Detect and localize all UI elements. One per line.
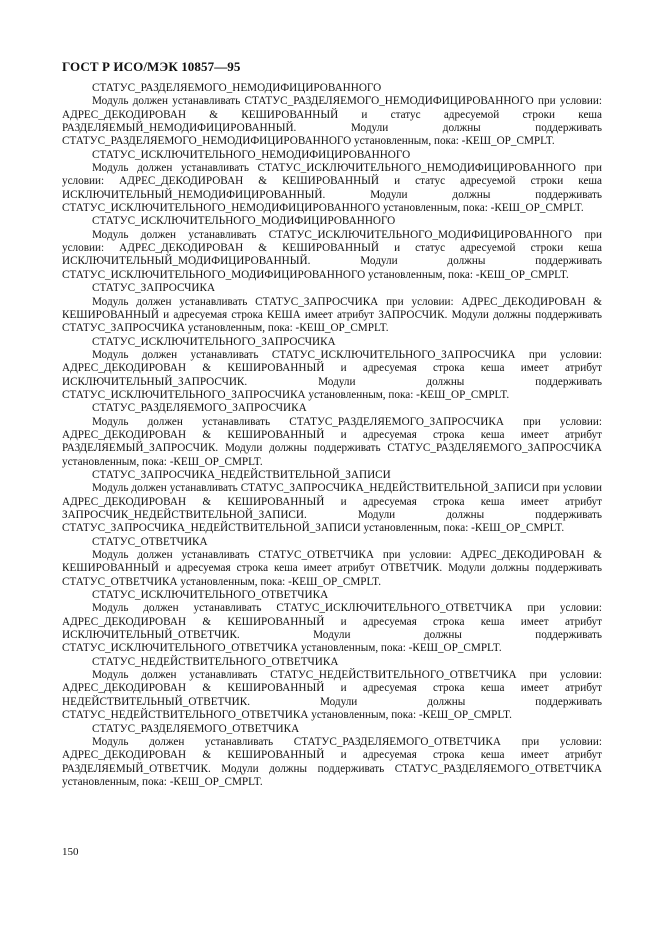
section xyxy=(62,656,602,723)
section xyxy=(62,282,602,335)
section xyxy=(62,536,602,589)
section xyxy=(62,723,602,790)
section-title: СТАТУС_ИСКЛЮЧИТЕЛЬНОГО_ОТВЕТЧИКА xyxy=(92,589,329,602)
section-text: Модуль должен устанавливать СТАТУС_ИСКЛЮЧИТЕЛЬНОГО_НЕМОДИФИЦИРОВАННОГО при условии: АДРЕС_ДЕКОДИРОВАН & КЕШИРОВАННЫЙ и статус адресуемой строки кеша ИСКЛЮЧИТЕЛЬНЫЙ_НЕМОДИФИЦИРОВАННЫЙ. Модули должны поддерживать СТАТУС_ИСКЛЮЧИТЕЛЬНОГО_НЕМОДИФИЦИРОВАННОГО установленным, пока: -КЕШ_OP_CMPLT. xyxy=(62,162,602,215)
document-body xyxy=(62,82,602,789)
page-number: 150 xyxy=(62,846,79,858)
section-text: Модуль должен устанавливать СТАТУС_ИСКЛЮЧИТЕЛЬНОГО_ЗАПРОСЧИКА при условии: АДРЕС_ДЕКОДИРОВАН & КЕШИРОВАННЫЙ и адресуемая строка кеша имеет атрибут ИСКЛЮЧИТЕЛЬНЫЙ_ЗАПРОСЧИК. Модули должны поддерживать СТАТУС_ИСКЛЮЧИТЕЛЬНОГО_ЗАПРОСЧИКА установленным, пока: -КЕШ_OP_CMPLT. xyxy=(62,348,602,401)
section-text: Модуль должен устанавливать СТАТУС_ОТВЕТЧИКА при условии: АДРЕС_ДЕКОДИРОВАН & КЕШИРОВАННЫЙ и адресуемая строка кеша имеет атрибут ОТВЕТЧИК. Модули должны поддерживать СТАТУС_ОТВЕТЧИКА установленным, пока: -КЕШ_OP_CMPLT. xyxy=(62,549,602,588)
section-text: Модуль должен устанавливать СТАТУС_РАЗДЕЛЯЕМОГО_ОТВЕТЧИКА при условии: АДРЕС_ДЕКОДИРОВАН & КЕШИРОВАННЫЙ и адресуемая строка кеша имеет атрибут РАЗДЕЛЯЕМЫЙ_ОТВЕТЧИК. Модули должны поддерживать СТАТУС_РАЗДЕЛЯЕМОГО_ОТВЕТЧИКА установленным, пока: -КЕШ_OP_CMPLT. xyxy=(62,735,602,788)
section-text: Модуль должен устанавливать СТАТУС_ЗАПРОСЧИКА_НЕДЕЙСТВИТЕЛЬНОЙ_ЗАПИСИ при условии АДРЕС_ДЕКОДИРОВАН & КЕШИРОВАННЫЙ и адресуемая строка кеша имеет атрибут ЗАПРОСЧИК_НЕДЕЙСТВИТЕЛЬНОЙ_ЗАПИСИ. Модули должны поддерживать СТАТУС_ЗАПРОСЧИКА_НЕДЕЙСТВИТЕЛЬНОЙ_ЗАПИСИ установленным, пока: -КЕШ_OP_CMPLT. xyxy=(62,482,602,535)
section xyxy=(62,336,602,403)
section-title: СТАТУС_ЗАПРОСЧИКА xyxy=(92,282,216,295)
section-title: СТАТУС_ИСКЛЮЧИТЕЛЬНОГО_НЕМОДИФИЦИРОВАННОГО xyxy=(92,148,411,161)
section-title: СТАТУС_НЕДЕЙСТВИТЕЛЬНОГО_ОТВЕТЧИКА xyxy=(92,655,339,668)
section-title: СТАТУС_РАЗДЕЛЯЕМОГО_НЕМОДИФИЦИРОВАННОГО xyxy=(92,82,382,94)
section-text: Модуль должен устанавливать СТАТУС_ИСКЛЮЧИТЕЛЬНОГО_МОДИФИЦИРОВАННОГО при условии: АДРЕС_ДЕКОДИРОВАН & КЕШИРОВАННЫЙ и статус адресуемой строки кеша ИСКЛЮЧИТЕЛЬНЫЙ_МОДИФИЦИРОВАННЫЙ. Модули должны поддерживать СТАТУС_ИСКЛЮЧИТЕЛЬНОГО_МОДИФИЦИРОВАННОГО установленным, пока: -КЕШ_OP_CMPLT. xyxy=(62,228,602,281)
section-title: СТАТУС_ИСКЛЮЧИТЕЛЬНОГО_ЗАПРОСЧИКА xyxy=(92,335,336,348)
section xyxy=(62,149,602,216)
section-title: СТАТУС_ОТВЕТЧИКА xyxy=(92,535,208,548)
section-text: Модуль должен устанавливать СТАТУС_РАЗДЕЛЯЕМОГО_ЗАПРОСЧИКА при условии: АДРЕС_ДЕКОДИРОВАН & КЕШИРОВАННЫЙ и адресуемая строка кеша имеет атрибут РАЗДЕЛЯЕМЫЙ_ЗАПРОСЧИК. Модули должны поддерживать СТАТУС_РАЗДЕЛЯЕМОГО_ЗАПРОСЧИКА установленным, пока: -КЕШ_OP_CMPLT. xyxy=(62,415,602,468)
section-text: Модуль должен устанавливать СТАТУС_ЗАПРОСЧИКА при условии: АДРЕС_ДЕКОДИРОВАН & КЕШИРОВАННЫЙ и адресуемая строка КЕША имеет атрибут ЗАПРОСЧИК. Модули должны поддерживать СТАТУС_ЗАПРОСЧИКА установленным, пока: -КЕШ_OP_CMPLT. xyxy=(62,295,602,335)
section xyxy=(62,82,602,149)
section-title: СТАТУС_РАЗДЕЛЯЕМОГО_ЗАПРОСЧИКА xyxy=(92,402,307,415)
section xyxy=(62,402,602,469)
section xyxy=(62,215,602,282)
section-title: СТАТУС_РАЗДЕЛЯЕМОГО_ОТВЕТЧИКА xyxy=(92,722,300,735)
section xyxy=(62,589,602,656)
section-text: Модуль должен устанавливать СТАТУС_РАЗДЕЛЯЕМОГО_НЕМОДИФИЦИРОВАННОГО при условии: АДРЕС_ДЕКОДИРОВАН & КЕШИРОВАННЫЙ и статус адресуемой строки кеша РАЗДЕЛЯЕМЫЙ_НЕМОДИФИЦИРОВАННЫЙ. Модули должны поддерживать СТАТУС_РАЗДЕЛЯЕМОГО_НЕМОДИФИЦИРОВАННОГО установленным, пока: -КЕШ_OP_CMPLT. xyxy=(62,95,602,148)
section xyxy=(62,469,602,536)
document-header: ГОСТ Р ИСО/МЭК 10857—95 xyxy=(62,59,241,74)
section-title: СТАТУС_ИСКЛЮЧИТЕЛЬНОГО_МОДИФИЦИРОВАННОГО xyxy=(92,215,396,228)
section-title: СТАТУС_ЗАПРОСЧИКА_НЕДЕЙСТВИТЕЛЬНОЙ_ЗАПИСИ xyxy=(92,468,391,481)
section-text: Модуль должен устанавливать СТАТУС_НЕДЕЙСТВИТЕЛЬНОГО_ОТВЕТЧИКА при условии: АДРЕС_ДЕКОДИРОВАН & КЕШИРОВАННЫЙ и адресуемая строка кеша имеет атрибут НЕДЕЙСТВИТЕЛЬНЫЙ_ОТВЕТЧИК. Модули должны поддерживать СТАТУС_НЕДЕЙСТВИТЕЛЬНОГО_ОТВЕТЧИКА установленным, пока: -КЕШ_OP_CMPLT. xyxy=(62,669,602,722)
section-text: Модуль должен устанавливать СТАТУС_ИСКЛЮЧИТЕЛЬНОГО_ОТВЕТЧИКА при условии: АДРЕС_ДЕКОДИРОВАН & КЕШИРОВАННЫЙ и адресуемая строка кеша имеет атрибут ИСКЛЮЧИТЕЛЬНЫЙ_ОТВЕТЧИК. Модули должны поддерживать СТАТУС_ИСКЛЮЧИТЕЛЬНОГО_ОТВЕТЧИКА установленным, пока: -КЕШ_OP_CMPLT. xyxy=(62,602,602,655)
